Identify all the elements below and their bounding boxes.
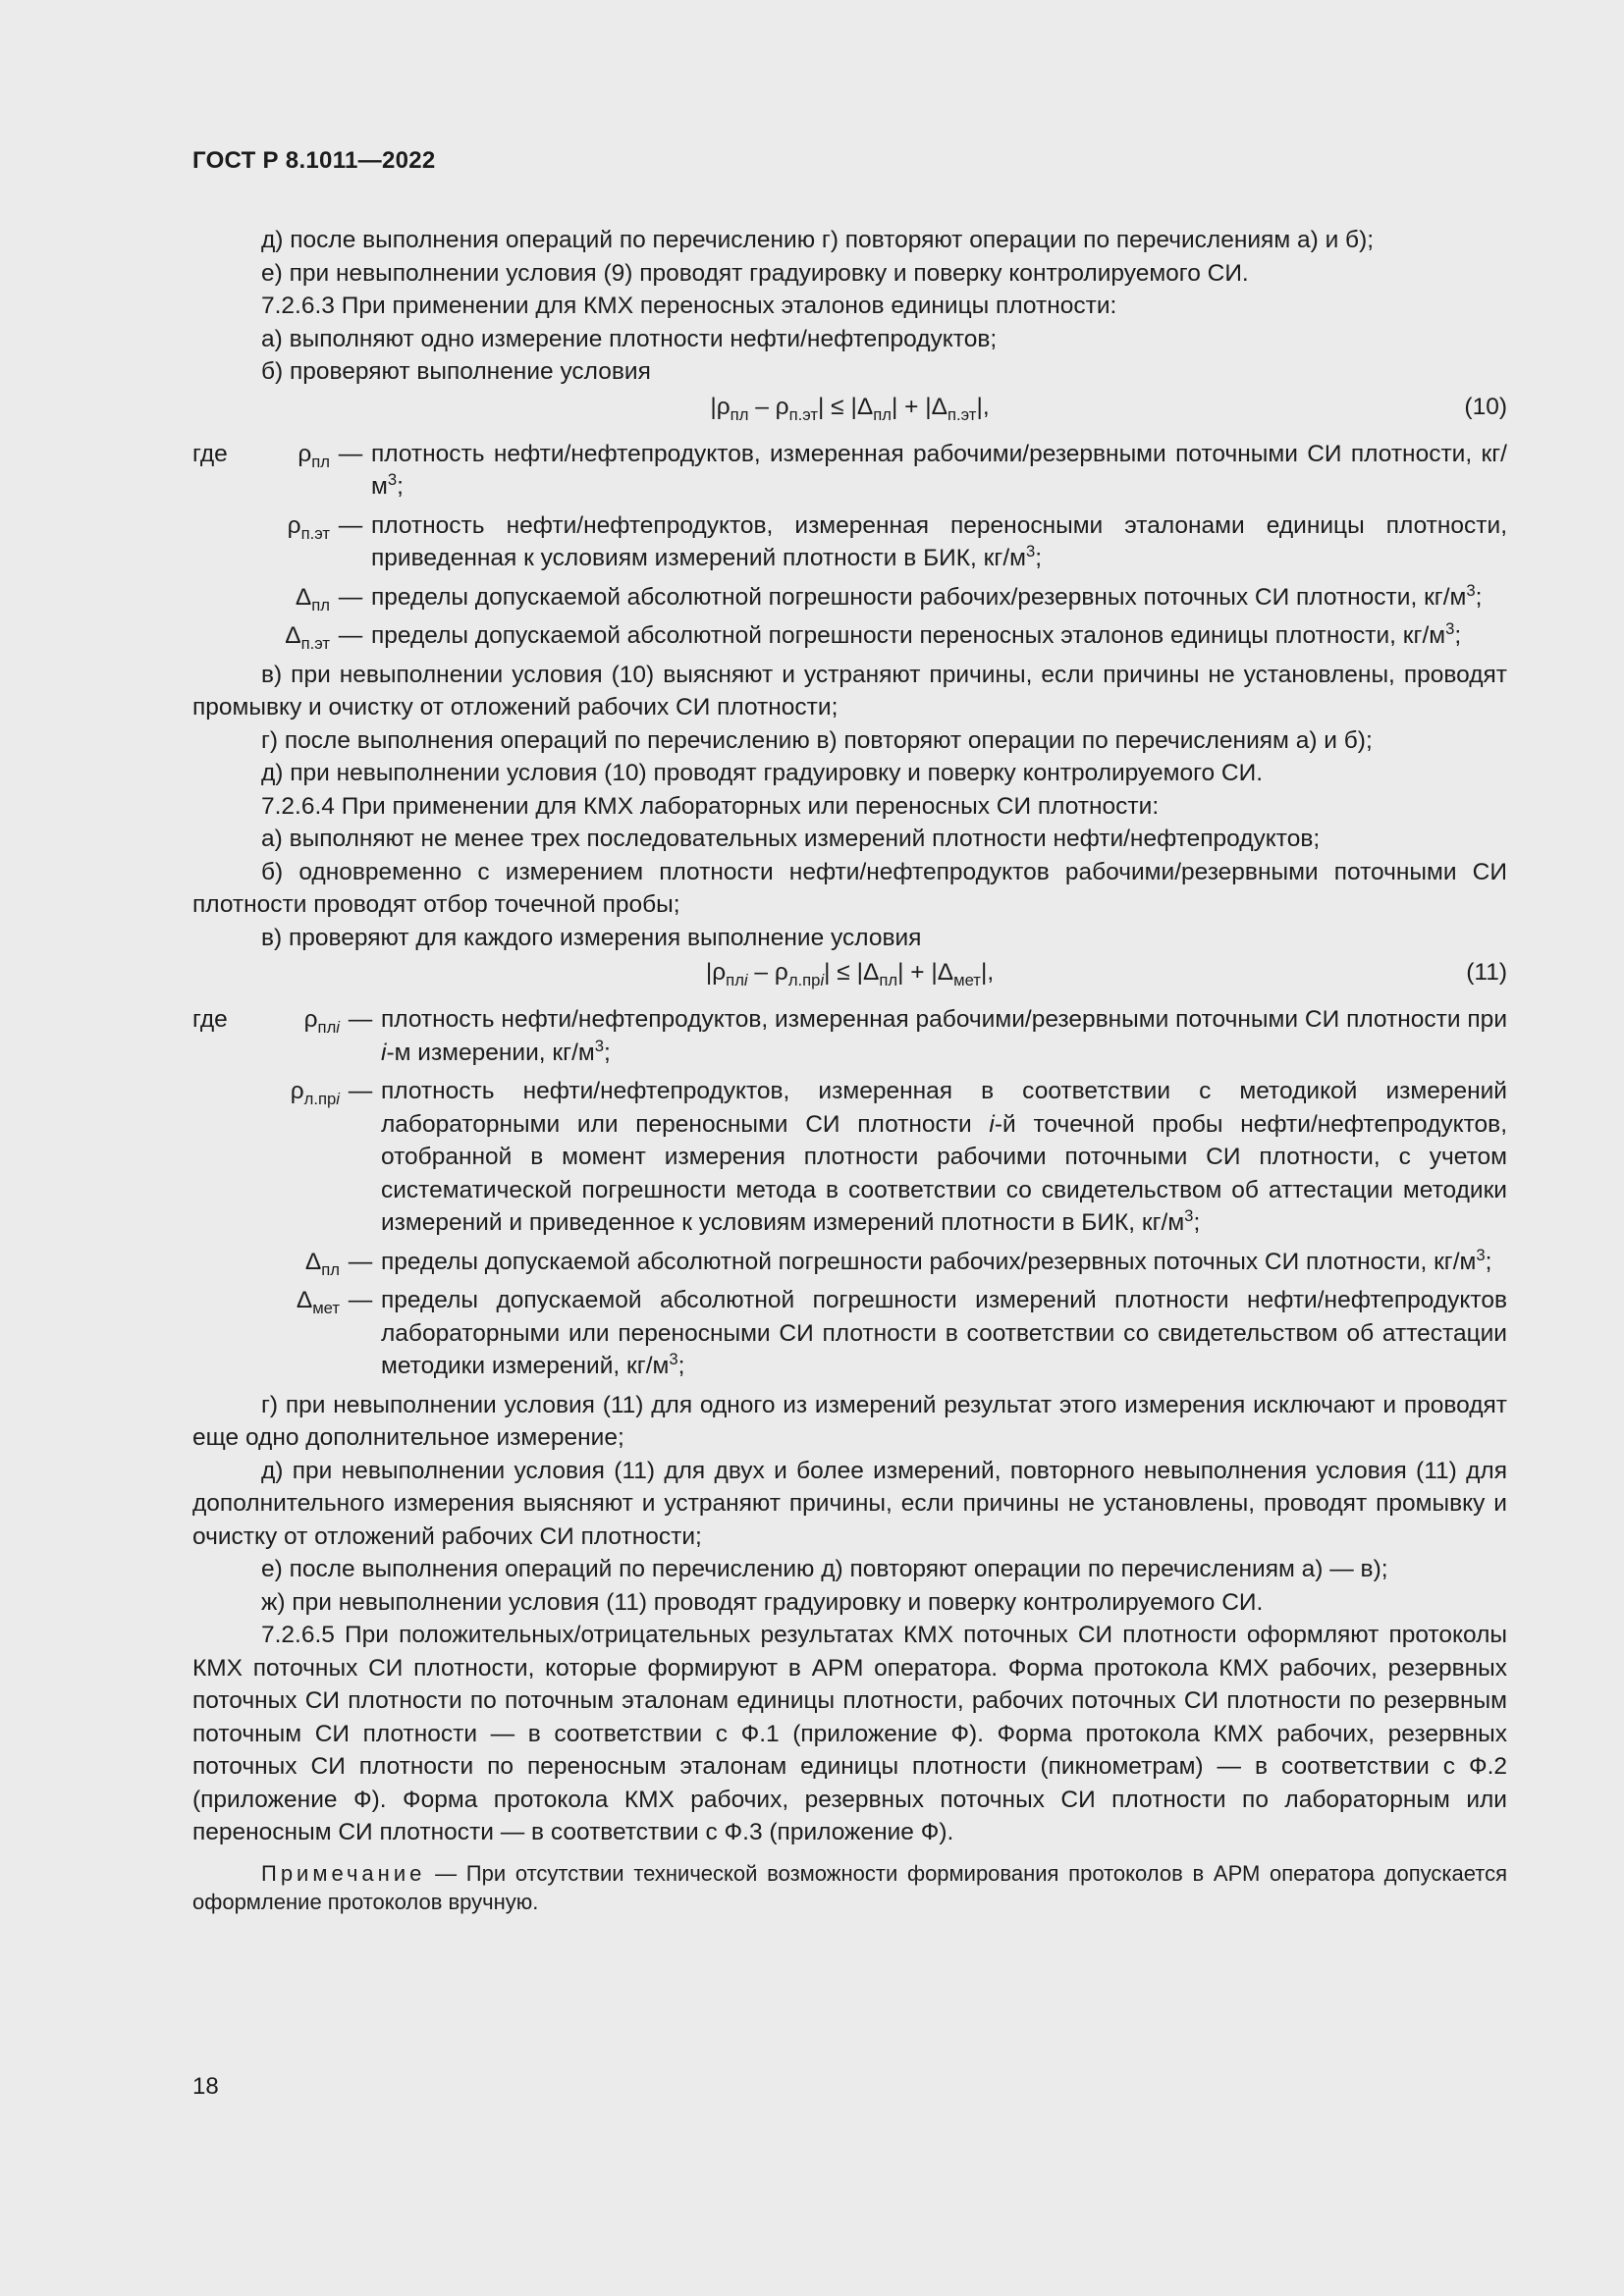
document-body — [192, 224, 1507, 1916]
paragraph: в) проверяют для каждого измерения выполнение условия — [261, 924, 922, 951]
paragraph: е) после выполнения операций по перечислению д) повторяют операции по перечислениям а) — в); — [261, 1556, 1388, 1582]
formula-10-expression: $|\rho_{пл} - \rho_{п.эт}| \le |\Delta_{пл}| + |\Delta_{п.эт}|$, — [710, 393, 990, 424]
formula-10 — [192, 391, 1507, 430]
where-item: $\rho_{п.эт}$ — плотность нефти/нефтепродуктов, измеренная переносными эталонами единицы плотности, приведенная к условиям измерений плотности в БИК, $кг/м^3$; — [287, 511, 1507, 571]
formula-11 — [192, 956, 1507, 995]
where-item: $\Delta_{п.эт}$ — пределы допускаемой абсолютной погрешности переносных эталонов единицы плотности, $кг/м^3$; — [285, 618, 1462, 653]
formula-10-number: (10) — [1464, 393, 1507, 420]
where-item: $\Delta_{мет}$ — пределы допускаемой абсолютной погрешности измерений плотности нефти/нефтепродуктов лабораторными или переносными СИ плотности в соответствии со свидетельством об аттестации методики измерений, $кг/м^3$; — [296, 1287, 1507, 1379]
paragraph: 7.2.6.3 При применении для КМХ переносных эталонов единицы плотности: — [261, 293, 1117, 319]
note-text: — При отсутствии технической возможности формирования протоколов в АРМ оператора допускается оформление протоколов вручную. — [192, 1860, 1507, 1914]
paragraph: е) при невыполнении условия (9) проводят градуировку и поверку контролируемого СИ. — [261, 259, 1249, 287]
paragraph: а) выполняют не менее трех последовательных измерений плотности нефти/нефтепродуктов; — [261, 826, 1321, 852]
paragraph: г) после выполнения операций по перечислению в) повторяют операции по перечислениям а) и б); — [261, 726, 1373, 754]
page-number: 18 — [192, 2073, 219, 2100]
paragraph: д) при невыполнении условия (10) проводят градуировку и поверку контролируемого СИ. — [261, 760, 1264, 786]
where-item: $\Delta_{пл}$ — пределы допускаемой абсолютной погрешности рабочих/резервных поточных СИ плотности, $кг/м^3$; — [295, 580, 1483, 614]
paragraph: ж) при невыполнении условия (11) проводят градуировку и поверку контролируемого СИ. — [261, 1588, 1264, 1616]
paragraph: в) при невыполнении условия (10) выясняют и устраняют причины, если причины не установлены, проводят промывку и очистку от отложений рабочих СИ плотности; — [192, 661, 1507, 721]
paragraph: 7.2.6.4 При применении для КМХ лабораторных или переносных СИ плотности: — [261, 792, 1160, 820]
paragraph: а) выполняют одно измерение плотности нефти/нефтепродуктов; — [261, 325, 998, 352]
paragraph: б) одновременно с измерением плотности нефти/нефтепродуктов рабочими/резервными поточными СИ плотности проводят отбор точечной пробы; — [192, 858, 1507, 918]
where-item: где $\rho_{плi}$ — плотность нефти/нефтепродуктов, измеренная рабочими/резервными поточными СИ плотности при i-м измерении, $кг/м^3$; — [192, 1006, 1507, 1066]
document-header: ГОСТ Р 8.1011—2022 — [192, 147, 436, 174]
formula-11-number: (11) — [1466, 959, 1507, 986]
note — [192, 1859, 1507, 1916]
paragraph: д) при невыполнении условия (11) для двух и более измерений, повторного невыполнения условия (11) для дополнительного измерения выясняют и устраняют причины, если причины не установлены, проводят промывку и очистку от отложений рабочих СИ плотности; — [192, 1457, 1507, 1550]
paragraph: д) после выполнения операций по перечислению г) повторяют операции по перечислениям а) и б); — [261, 227, 1375, 253]
paragraph: 7.2.6.5 При положительных/отрицательных результатах КМХ поточных СИ плотности оформляют протоколы КМХ поточных СИ плотности, которые формируют в АРМ оператора. Форма протокола КМХ рабочих, резервных поточных СИ плотности по поточным эталонам единицы плотности, рабочих поточных СИ плотности по резервным поточным СИ плотности — в соответствии с Ф.1 (приложение Ф). Форма протокола КМХ рабочих, резервных поточных СИ плотности по переносным эталонам единицы плотности (пикнометрам) — в соответствии с Ф.2 (приложение Ф). Форма протокола КМХ рабочих, резервных поточных СИ плотности по лабораторным или переносным СИ плотности — в соответствии с Ф.3 (приложение Ф). — [192, 1622, 1507, 1845]
where-item: где $\rho_{пл}$ — плотность нефти/нефтепродуктов, измеренная рабочими/резервными поточными СИ плотности, $кг/м^3$; — [192, 440, 1507, 500]
where-item: $\Delta_{пл}$ — пределы допускаемой абсолютной погрешности рабочих/резервных поточных СИ плотности, $кг/м^3$; — [304, 1245, 1492, 1279]
formula-11-expression: $|\rho_{плi} - \rho_{л.прi}| \le |\Delta_{пл}| + |\Delta_{мет}|$, — [705, 959, 995, 989]
paragraph: б) проверяют выполнение условия — [261, 358, 651, 385]
paragraph: г) при невыполнении условия (11) для одного из измерений результат этого измерения исключают и проводят еще одно дополнительное измерение; — [192, 1391, 1507, 1451]
note-label: Примечание — [261, 1860, 426, 1886]
where-item: $\rho_{л.прi}$ — плотность нефти/нефтепродуктов, измеренная в соответствии с методикой измерений лабораторными или переносными СИ плотности i-й точечной пробы нефти/нефтепродуктов, отобранной в момент измерения плотности рабочими поточными СИ плотности, с учетом систематической погрешности метода в соответствии со свидетельством об аттестации методики измерений и приведенное к условиям измерений плотности в БИК, $кг/м^3$; — [290, 1078, 1508, 1236]
